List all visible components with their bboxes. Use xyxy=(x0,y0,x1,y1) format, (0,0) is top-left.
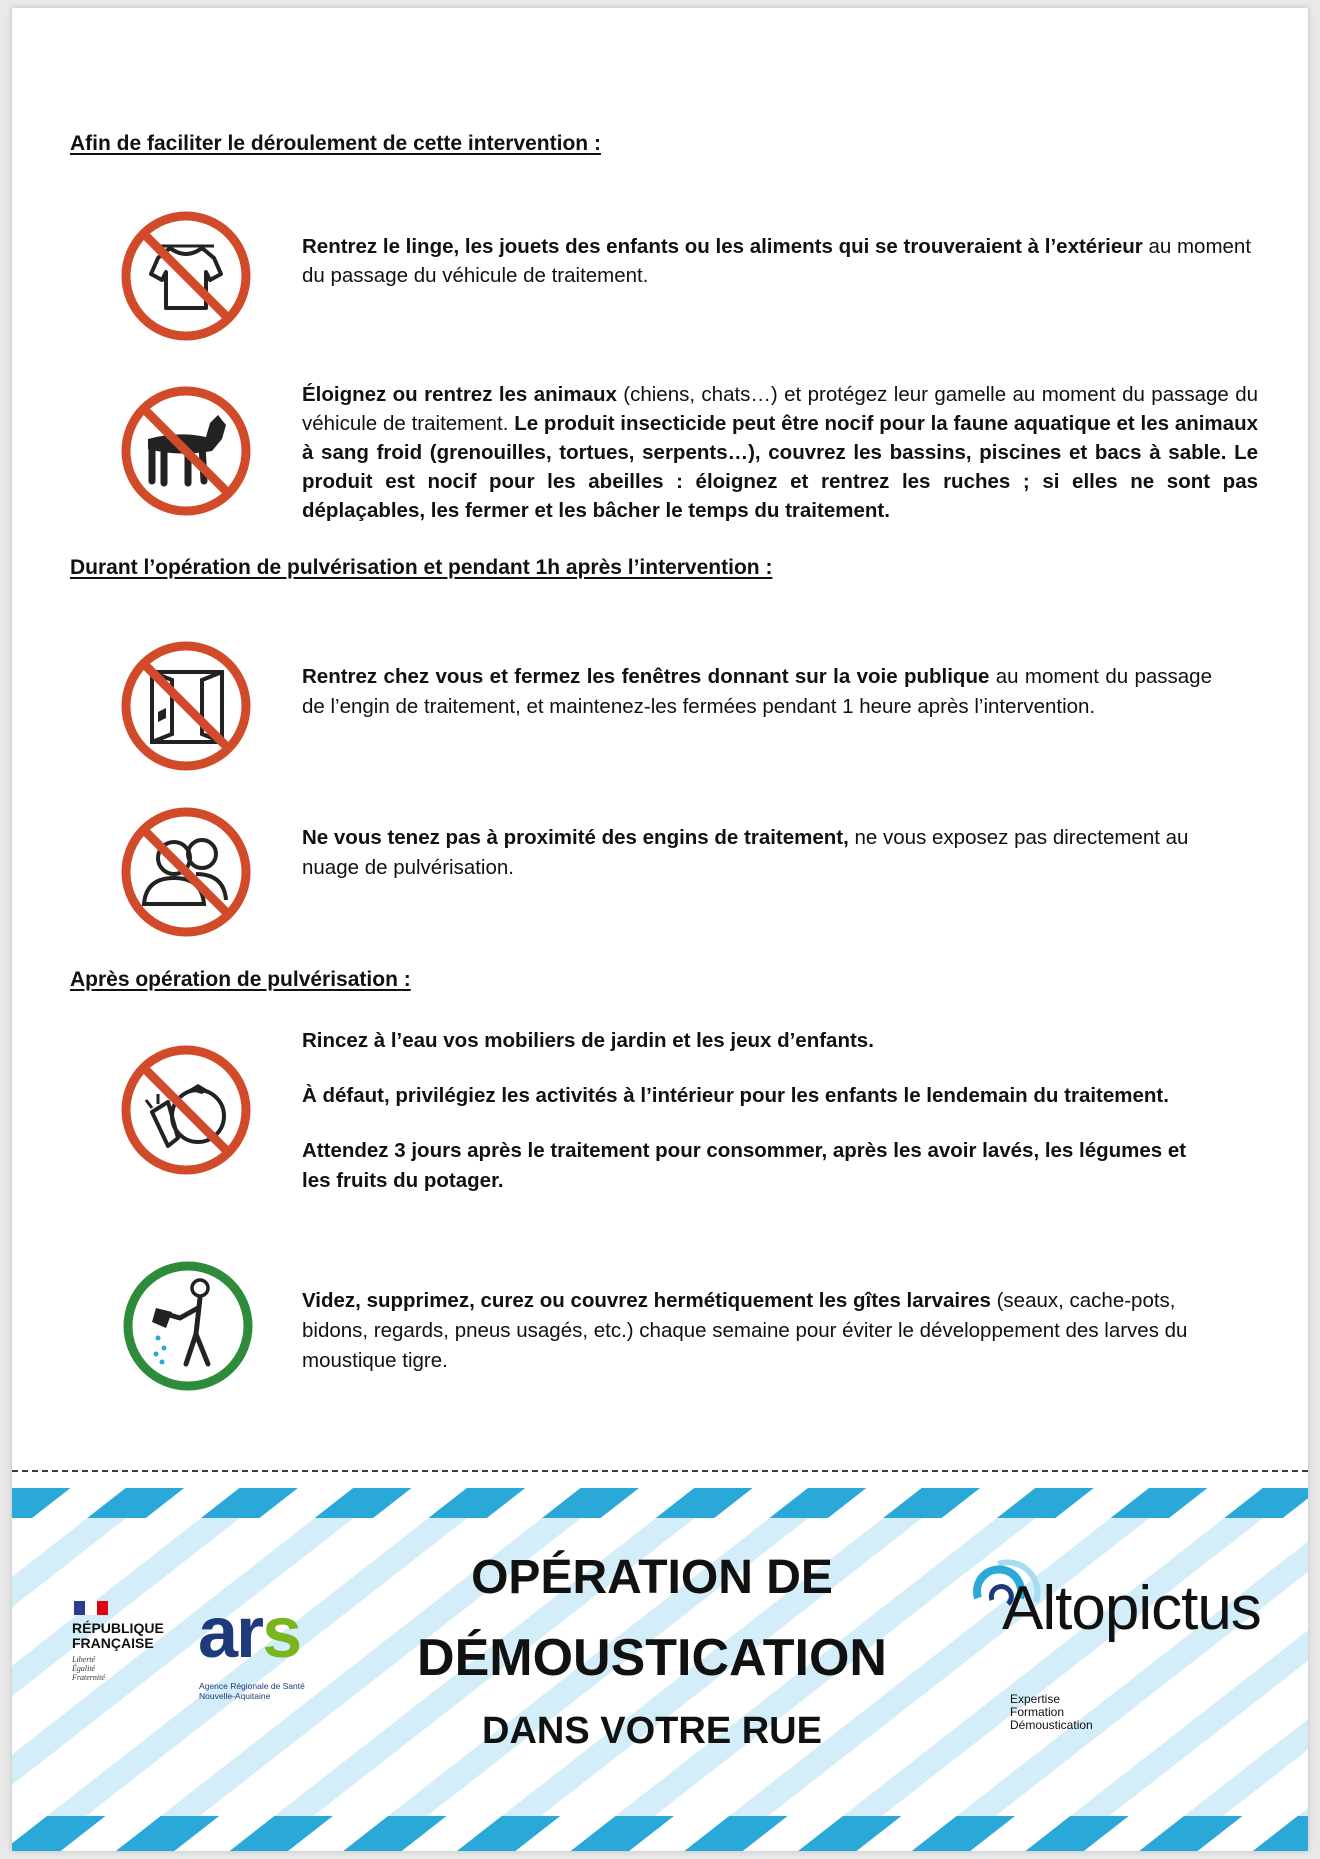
item-p3: Attendez 3 jours après le traitement pour consommer, après les avoir lavés, les légumes et les fruits du potager. xyxy=(302,1139,1187,1192)
section3-heading xyxy=(70,968,411,992)
item-bold: Videz, supprimez, curez ou couvrez hermétiquement les gîtes larvaires xyxy=(302,1289,991,1312)
banner-title-line2: DÉMOUSTICATION xyxy=(417,1629,887,1687)
section3-item1-text xyxy=(302,1026,1212,1196)
section1-item2-text xyxy=(302,380,1258,525)
item-bold: Rentrez chez vous et fermez les fenêtres donnant sur la voie publique xyxy=(302,665,990,688)
rf-motto1: Liberté xyxy=(72,1655,96,1664)
section1-heading xyxy=(70,132,601,156)
item-p1: Rincez à l’eau vos mobiliers de jardin et les jeux d’enfants. xyxy=(302,1029,874,1052)
altopictus-sub1: Expertise xyxy=(1010,1692,1061,1706)
item-normal: (chiens, chats…) et protégez leur gamelle au moment du passage du véhicule de traitement. xyxy=(302,383,1258,435)
close-windows-icon xyxy=(118,638,254,774)
no-people-icon xyxy=(118,804,254,940)
cut-line xyxy=(12,1470,1308,1472)
french-flag-icon xyxy=(74,1601,108,1615)
section3-heading-colon: : xyxy=(397,968,411,991)
rf-line2: FRANÇAISE xyxy=(72,1635,154,1651)
footer-banner: RÉPUBLIQUE FRANÇAISE Liberté Égalité Fraternité ars Agence Régionale de Santé Nouvelle-Aquitaine OPÉRATION DE DÉMOUSTICATION DANS VOTRE RUE Altopictus Expertise Formation Démoustication xyxy=(12,1488,1308,1851)
section2-item2-text xyxy=(302,823,1212,883)
no-vegetables-icon xyxy=(118,1042,254,1178)
section3-heading-text: Après opération de pulvérisation xyxy=(70,968,398,991)
rf-motto2: Égalité xyxy=(72,1664,96,1673)
altopictus-sub3: Démoustication xyxy=(1010,1718,1093,1732)
item-bold: Ne vous tenez pas à proximité des engins de traitement, xyxy=(302,826,849,849)
rf-line1: RÉPUBLIQUE xyxy=(72,1620,164,1636)
banner-title-line3: DANS VOTRE RUE xyxy=(482,1710,822,1752)
ars-sub1: Agence Régionale de Santé xyxy=(199,1681,305,1691)
no-laundry-icon xyxy=(118,208,254,344)
section3-item2-text xyxy=(302,1286,1212,1376)
section2-item1-text xyxy=(302,662,1212,722)
item-bold: Rentrez le linge, les jouets des enfants ou les aliments qui se trouveraient à l’extérieur xyxy=(302,235,1143,258)
item-bold: Le produit insecticide peut être nocif pour la faune aquatique et les animaux à sang froid (grenouilles, tortues, serpents…), couvrez les bassins, piscines et bacs à sable. Le produit est nocif pour les abeilles : éloignez et rentrez les ruches ; si elles ne sont pas déplaçables, les fermer et les bâcher le temps du traitement. xyxy=(302,412,1258,522)
section2-heading xyxy=(70,556,772,580)
item-p2: À défaut, privilégiez les activités à l’intérieur pour les enfants le lendemain du traitement. xyxy=(302,1084,1169,1107)
item-normal: au moment du passage de l’engin de traitement, et maintenez-les fermées pendant 1 heure après l’intervention. xyxy=(302,665,1212,718)
item-normal: (seaux, cache-pots, bidons, regards, pneus usagés, etc.) chaque semaine pour éviter le développement des larves du moustique tigre. xyxy=(302,1289,1188,1372)
no-animals-icon xyxy=(118,383,254,519)
section1-heading-text: Afin de faciliter le déroulement de cette intervention xyxy=(70,132,589,155)
section2-heading-text: Durant l’opération de pulvérisation et pendant 1h après l’intervention : xyxy=(70,556,773,579)
item-normal: ne vous exposez pas directement au nuage de pulvérisation. xyxy=(302,826,1189,879)
altopictus-name: Altopictus xyxy=(1002,1574,1261,1643)
altopictus-sub2: Formation xyxy=(1010,1705,1065,1719)
section1-item1-text xyxy=(302,232,1258,290)
item-normal: au moment du passage du véhicule de traitement. xyxy=(302,235,1252,287)
banner-title-line1: OPÉRATION DE xyxy=(471,1551,833,1604)
empty-water-icon xyxy=(120,1258,256,1394)
document-page xyxy=(12,8,1308,1851)
rf-motto3: Fraternité xyxy=(72,1673,105,1682)
ars-sub2: Nouvelle-Aquitaine xyxy=(199,1691,271,1701)
section1-heading-colon: : xyxy=(588,132,601,155)
item-bold: Éloignez ou rentrez les animaux xyxy=(302,383,617,406)
